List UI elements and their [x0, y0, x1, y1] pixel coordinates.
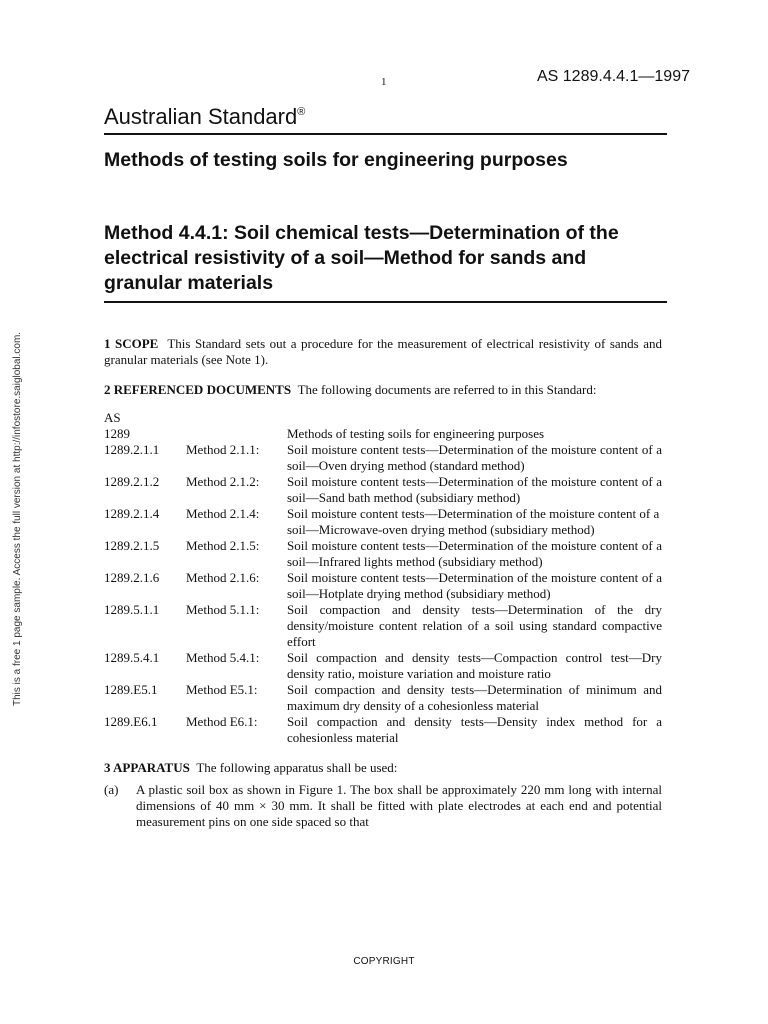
reference-title: Soil moisture content tests—Determination of the moisture content of a soil—Infrared lights method (subsidiary method): [287, 538, 662, 569]
reference-code: 1289.2.1.5: [104, 538, 160, 553]
reference-row: [104, 442, 662, 474]
reference-code: 1289.2.1.4: [104, 506, 160, 521]
references-list: [104, 426, 662, 746]
reference-row: [104, 506, 662, 538]
reference-row: [104, 602, 662, 650]
references-paragraph: [104, 382, 662, 398]
apparatus-list: [104, 782, 662, 830]
references-heading: 2 REFERENCED DOCUMENTS: [104, 382, 292, 397]
reference-row: [104, 682, 662, 714]
standard-title-text: Australian Standard: [104, 104, 298, 129]
scope-text: This Standard sets out a procedure for the measurement of electrical resistivity of sands and granular materials (see Note 1).: [104, 336, 663, 367]
method-title: Method 4.4.1: Soil chemical tests—Determination of the electrical resistivity of a soil—Method for sands and granular materials: [104, 222, 619, 294]
reference-code: 1289.E5.1: [104, 682, 158, 697]
reference-method: Method 5.1.1:: [186, 602, 260, 617]
reference-code: 1289: [104, 426, 130, 441]
registered-mark: ®: [297, 106, 306, 118]
references-group-label: AS: [104, 410, 121, 425]
apparatus-text: The following apparatus shall be used:: [196, 760, 398, 775]
reference-row: [104, 714, 662, 746]
series-title: Methods of testing soils for engineering purposes: [104, 149, 568, 171]
page-number: 1: [381, 76, 387, 88]
reference-title: Soil compaction and density tests—Determination of the dry density/moisture content relation of a soil using standard compactive effort: [287, 602, 662, 649]
reference-title: Soil compaction and density tests—Density index method for a cohesionless material: [287, 714, 662, 745]
apparatus-item-text: A plastic soil box as shown in Figure 1. The box shall be approximately 220 mm long with internal dimensions of 40 mm × 30 mm. It shall be fitted with plate electrodes at each end and potential measurement pins on one side spaced so that: [136, 782, 662, 829]
reference-code: 1289.5.4.1: [104, 650, 160, 665]
reference-code: 1289.5.1.1: [104, 602, 160, 617]
reference-method: Method E5.1:: [186, 682, 258, 697]
reference-code: 1289.E6.1: [104, 714, 158, 729]
reference-method: Method 2.1.5:: [186, 538, 260, 553]
references-text: The following documents are referred to in this Standard:: [297, 382, 597, 397]
reference-row: [104, 570, 662, 602]
reference-row: [104, 650, 662, 682]
document-id: AS 1289.4.4.1—1997: [536, 68, 690, 85]
apparatus-item-label: (a): [104, 782, 119, 797]
reference-title: Methods of testing soils for engineering purposes: [287, 426, 545, 441]
reference-code: 1289.2.1.6: [104, 570, 160, 585]
reference-title: Soil moisture content tests—Determination of the moisture content of a soil—Oven drying method (standard method): [287, 442, 662, 473]
reference-method: Method 2.1.6:: [186, 570, 260, 585]
scope-paragraph: [104, 336, 662, 368]
reference-title: Soil compaction and density tests—Compaction control test—Dry density ratio, moisture variation and moisture ratio: [287, 650, 662, 681]
reference-code: 1289.2.1.1: [104, 442, 160, 457]
document-body: [104, 336, 662, 830]
apparatus-item: [104, 782, 662, 830]
reference-method: Method 5.4.1:: [186, 650, 260, 665]
title-rule: [104, 301, 667, 303]
sample-notice: This is a free 1 page sample. Access the full version at http://infostore.saiglobal.com.: [12, 331, 23, 706]
scope-heading: 1 SCOPE: [104, 336, 159, 351]
copyright-footer: COPYRIGHT: [353, 956, 415, 967]
reference-title: Soil moisture content tests—Determination of the moisture content of a soil—Microwave-oven drying method (subsidiary method): [287, 506, 660, 537]
reference-method: Method 2.1.4:: [186, 506, 260, 521]
reference-row: [104, 426, 662, 442]
reference-method: Method E6.1:: [186, 714, 258, 729]
standard-title: [104, 104, 305, 130]
reference-row: [104, 474, 662, 506]
apparatus-heading: 3 APPARATUS: [104, 760, 190, 775]
reference-code: 1289.2.1.2: [104, 474, 160, 489]
reference-title: Soil moisture content tests—Determination of the moisture content of a soil—Hotplate drying method (subsidiary method): [287, 570, 662, 601]
top-rule: [104, 133, 667, 135]
reference-row: [104, 538, 662, 570]
reference-title: Soil compaction and density tests—Determination of minimum and maximum dry density of a cohesionless material: [287, 682, 662, 713]
apparatus-paragraph: [104, 760, 662, 776]
reference-method: Method 2.1.1:: [186, 442, 260, 457]
reference-title: Soil moisture content tests—Determination of the moisture content of a soil—Sand bath method (subsidiary method): [287, 474, 662, 505]
reference-method: Method 2.1.2:: [186, 474, 260, 489]
